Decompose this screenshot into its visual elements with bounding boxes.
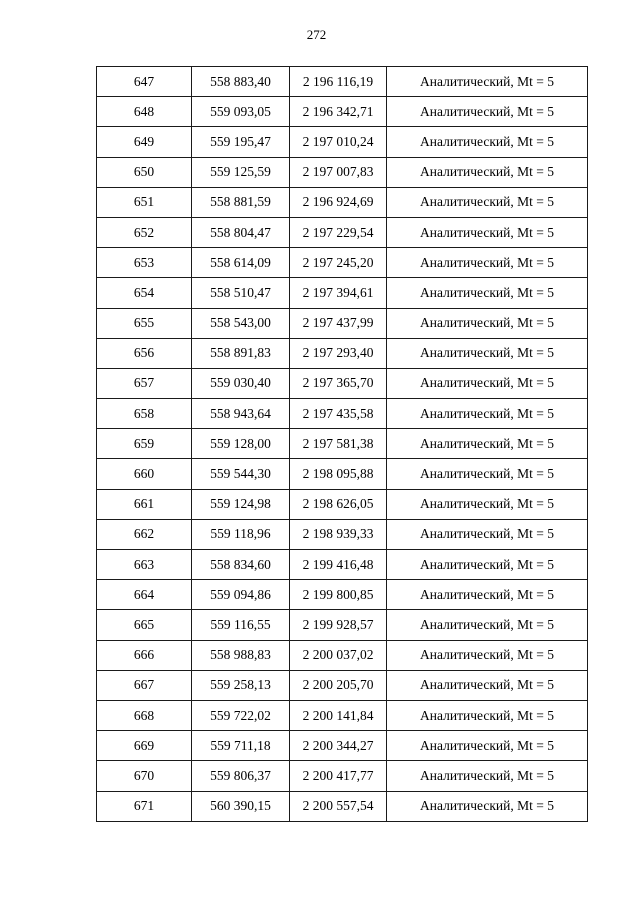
x-coordinate-cell: 559 128,00	[192, 429, 290, 459]
point-number-cell: 651	[97, 187, 192, 217]
y-coordinate-cell: 2 199 416,48	[290, 550, 387, 580]
y-coordinate-cell: 2 198 626,05	[290, 489, 387, 519]
coordinates-table-body	[97, 67, 588, 822]
y-coordinate-cell: 2 198 939,33	[290, 519, 387, 549]
method-cell: Аналитический, Mt = 5	[387, 731, 588, 761]
point-number-cell: 667	[97, 670, 192, 700]
method-cell: Аналитический, Mt = 5	[387, 248, 588, 278]
point-number-cell: 648	[97, 97, 192, 127]
y-coordinate-cell: 2 197 010,24	[290, 127, 387, 157]
y-coordinate-cell: 2 197 394,61	[290, 278, 387, 308]
x-coordinate-cell: 559 093,05	[192, 97, 290, 127]
method-cell: Аналитический, Mt = 5	[387, 519, 588, 549]
table-row	[97, 731, 588, 761]
table-row	[97, 338, 588, 368]
method-cell: Аналитический, Mt = 5	[387, 368, 588, 398]
table-row	[97, 580, 588, 610]
y-coordinate-cell: 2 197 007,83	[290, 157, 387, 187]
table-row	[97, 97, 588, 127]
point-number-cell: 659	[97, 429, 192, 459]
y-coordinate-cell: 2 200 141,84	[290, 700, 387, 730]
x-coordinate-cell: 559 544,30	[192, 459, 290, 489]
point-number-cell: 666	[97, 640, 192, 670]
x-coordinate-cell: 558 943,64	[192, 399, 290, 429]
method-cell: Аналитический, Mt = 5	[387, 338, 588, 368]
y-coordinate-cell: 2 200 037,02	[290, 640, 387, 670]
table-row	[97, 550, 588, 580]
x-coordinate-cell: 559 124,98	[192, 489, 290, 519]
x-coordinate-cell: 559 195,47	[192, 127, 290, 157]
point-number-cell: 655	[97, 308, 192, 338]
point-number-cell: 662	[97, 519, 192, 549]
table-row	[97, 399, 588, 429]
method-cell: Аналитический, Mt = 5	[387, 429, 588, 459]
table-row	[97, 127, 588, 157]
point-number-cell: 670	[97, 761, 192, 791]
point-number-cell: 665	[97, 610, 192, 640]
x-coordinate-cell: 558 543,00	[192, 308, 290, 338]
table-row	[97, 519, 588, 549]
method-cell: Аналитический, Mt = 5	[387, 670, 588, 700]
method-cell: Аналитический, Mt = 5	[387, 610, 588, 640]
point-number-cell: 668	[97, 700, 192, 730]
x-coordinate-cell: 559 722,02	[192, 700, 290, 730]
table-row	[97, 761, 588, 791]
x-coordinate-cell: 559 116,55	[192, 610, 290, 640]
method-cell: Аналитический, Mt = 5	[387, 459, 588, 489]
point-number-cell: 661	[97, 489, 192, 519]
x-coordinate-cell: 558 883,40	[192, 67, 290, 97]
table-row	[97, 610, 588, 640]
x-coordinate-cell: 559 258,13	[192, 670, 290, 700]
method-cell: Аналитический, Mt = 5	[387, 550, 588, 580]
x-coordinate-cell: 558 804,47	[192, 217, 290, 247]
point-number-cell: 647	[97, 67, 192, 97]
table-row	[97, 489, 588, 519]
method-cell: Аналитический, Mt = 5	[387, 640, 588, 670]
table-row	[97, 278, 588, 308]
table-row	[97, 700, 588, 730]
y-coordinate-cell: 2 197 245,20	[290, 248, 387, 278]
y-coordinate-cell: 2 197 229,54	[290, 217, 387, 247]
table-row	[97, 791, 588, 821]
table-row	[97, 187, 588, 217]
method-cell: Аналитический, Mt = 5	[387, 308, 588, 338]
method-cell: Аналитический, Mt = 5	[387, 580, 588, 610]
method-cell: Аналитический, Mt = 5	[387, 278, 588, 308]
method-cell: Аналитический, Mt = 5	[387, 700, 588, 730]
method-cell: Аналитический, Mt = 5	[387, 217, 588, 247]
table-row	[97, 157, 588, 187]
y-coordinate-cell: 2 199 800,85	[290, 580, 387, 610]
x-coordinate-cell: 559 125,59	[192, 157, 290, 187]
method-cell: Аналитический, Mt = 5	[387, 127, 588, 157]
point-number-cell: 658	[97, 399, 192, 429]
method-cell: Аналитический, Mt = 5	[387, 187, 588, 217]
table-row	[97, 308, 588, 338]
y-coordinate-cell: 2 196 924,69	[290, 187, 387, 217]
point-number-cell: 671	[97, 791, 192, 821]
point-number-cell: 654	[97, 278, 192, 308]
point-number-cell: 656	[97, 338, 192, 368]
method-cell: Аналитический, Mt = 5	[387, 399, 588, 429]
x-coordinate-cell: 558 614,09	[192, 248, 290, 278]
y-coordinate-cell: 2 199 928,57	[290, 610, 387, 640]
y-coordinate-cell: 2 196 342,71	[290, 97, 387, 127]
point-number-cell: 649	[97, 127, 192, 157]
method-cell: Аналитический, Mt = 5	[387, 157, 588, 187]
table-row	[97, 217, 588, 247]
x-coordinate-cell: 559 711,18	[192, 731, 290, 761]
y-coordinate-cell: 2 197 581,38	[290, 429, 387, 459]
y-coordinate-cell: 2 198 095,88	[290, 459, 387, 489]
point-number-cell: 650	[97, 157, 192, 187]
x-coordinate-cell: 558 881,59	[192, 187, 290, 217]
x-coordinate-cell: 558 988,83	[192, 640, 290, 670]
x-coordinate-cell: 560 390,15	[192, 791, 290, 821]
y-coordinate-cell: 2 200 344,27	[290, 731, 387, 761]
table-row	[97, 368, 588, 398]
y-coordinate-cell: 2 197 293,40	[290, 338, 387, 368]
y-coordinate-cell: 2 197 365,70	[290, 368, 387, 398]
point-number-cell: 653	[97, 248, 192, 278]
point-number-cell: 663	[97, 550, 192, 580]
method-cell: Аналитический, Mt = 5	[387, 761, 588, 791]
method-cell: Аналитический, Mt = 5	[387, 791, 588, 821]
x-coordinate-cell: 558 834,60	[192, 550, 290, 580]
table-row	[97, 248, 588, 278]
y-coordinate-cell: 2 197 437,99	[290, 308, 387, 338]
x-coordinate-cell: 559 094,86	[192, 580, 290, 610]
point-number-cell: 652	[97, 217, 192, 247]
point-number-cell: 660	[97, 459, 192, 489]
y-coordinate-cell: 2 196 116,19	[290, 67, 387, 97]
method-cell: Аналитический, Mt = 5	[387, 489, 588, 519]
method-cell: Аналитический, Mt = 5	[387, 97, 588, 127]
y-coordinate-cell: 2 200 417,77	[290, 761, 387, 791]
page-number: 272	[306, 27, 327, 42]
x-coordinate-cell: 559 118,96	[192, 519, 290, 549]
table-row	[97, 429, 588, 459]
x-coordinate-cell: 559 806,37	[192, 761, 290, 791]
table-row	[97, 67, 588, 97]
y-coordinate-cell: 2 197 435,58	[290, 399, 387, 429]
point-number-cell: 664	[97, 580, 192, 610]
x-coordinate-cell: 558 891,83	[192, 338, 290, 368]
coordinates-table	[96, 66, 588, 822]
method-cell: Аналитический, Mt = 5	[387, 67, 588, 97]
y-coordinate-cell: 2 200 205,70	[290, 670, 387, 700]
y-coordinate-cell: 2 200 557,54	[290, 791, 387, 821]
point-number-cell: 669	[97, 731, 192, 761]
x-coordinate-cell: 558 510,47	[192, 278, 290, 308]
point-number-cell: 657	[97, 368, 192, 398]
x-coordinate-cell: 559 030,40	[192, 368, 290, 398]
table-row	[97, 670, 588, 700]
table-row	[97, 459, 588, 489]
table-row	[97, 640, 588, 670]
